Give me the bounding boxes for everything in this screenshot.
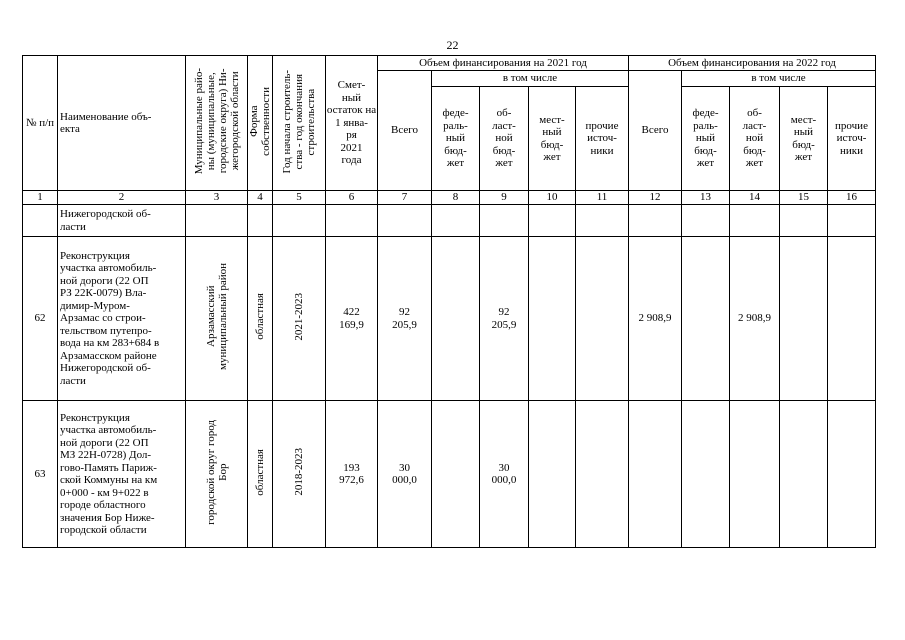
- row-local-2022: [780, 401, 828, 548]
- row-years: 2018-2023: [273, 401, 326, 548]
- col-number: 14: [730, 191, 780, 205]
- row-name: Реконструкция участка автомобиль- ной дороги (22 ОП РЗ 22К-0079) Вла- димир-Муром- Арзамас со строи- тельством путепро- вода на км 283+684 в Арзамасском районе Нижегородской об- ласти: [58, 237, 186, 401]
- row-municipality: Арзамасский муниципальный район: [186, 237, 248, 401]
- header-local-2022: мест- ный бюд- жет: [780, 87, 828, 191]
- col-number: 15: [780, 191, 828, 205]
- row-regional-2022: 2 908,9: [730, 237, 780, 401]
- col-number: 3: [186, 191, 248, 205]
- row-local-2021: [529, 401, 576, 548]
- header-num: № п/п: [23, 56, 58, 191]
- row-name: Реконструкция участка автомобиль- ной дороги (22 ОП МЗ 22Н-0728) Дол- гово-Память Париж- ской Коммуны на км 0+000 - км 9+022 в городе областного значения Бор Ниже- городской области: [58, 401, 186, 548]
- col-number: 1: [23, 191, 58, 205]
- header-other-2021: прочие источ- ники: [576, 87, 629, 191]
- column-number-row: [23, 191, 876, 205]
- financing-table: [22, 55, 876, 548]
- row-federal-2022: [682, 237, 730, 401]
- header-regional-2021: об- ласт- ной бюд- жет: [480, 87, 529, 191]
- header-fin-2022: Объем финансирования на 2022 год: [629, 56, 876, 71]
- header-other-2022: прочие источ- ники: [828, 87, 876, 191]
- col-number: 12: [629, 191, 682, 205]
- col-number: 7: [378, 191, 432, 205]
- header-total-2022: Всего: [629, 71, 682, 191]
- page-number: 22: [446, 38, 459, 52]
- header-municipality: Муниципальные райо- ны (муниципальные, городские округа) Ни- жегородской области: [186, 56, 248, 191]
- row-ownership: областная: [248, 401, 273, 548]
- header-remaining-cost: Смет- ный остаток на 1 янва- ря 2021 года: [326, 56, 378, 191]
- row-num: 63: [23, 401, 58, 548]
- col-number: 9: [480, 191, 529, 205]
- row-total-2022: 2 908,9: [629, 237, 682, 401]
- header-incl-2021: в том числе: [432, 71, 629, 87]
- row-local-2021: [529, 237, 576, 401]
- col-number: 2: [58, 191, 186, 205]
- row-total-2021: 30 000,0: [378, 401, 432, 548]
- row-regional-2021: 92 205,9: [480, 237, 529, 401]
- col-number: 8: [432, 191, 480, 205]
- header-federal-2021: феде- раль- ный бюд- жет: [432, 87, 480, 191]
- header-ownership: Форма собственности: [248, 56, 273, 191]
- continuation-text: Нижегородской об- ласти: [58, 205, 186, 237]
- row-regional-2022: [730, 401, 780, 548]
- col-number: 10: [529, 191, 576, 205]
- header-name: Наименование объ- екта: [58, 56, 186, 191]
- col-number: 4: [248, 191, 273, 205]
- row-other-2021: [576, 237, 629, 401]
- row-num: 62: [23, 237, 58, 401]
- row-ownership: областная: [248, 237, 273, 401]
- row-remaining-cost: 422 169,9: [326, 237, 378, 401]
- col-number: 11: [576, 191, 629, 205]
- row-other-2022: [828, 401, 876, 548]
- row-regional-2021: 30 000,0: [480, 401, 529, 548]
- row-federal-2021: [432, 237, 480, 401]
- col-number: 6: [326, 191, 378, 205]
- header-fin-2021: Объем финансирования на 2021 год: [378, 56, 629, 71]
- row-years: 2021-2023: [273, 237, 326, 401]
- table-row: [23, 401, 876, 548]
- row-local-2022: [780, 237, 828, 401]
- header-federal-2022: феде- раль- ный бюд- жет: [682, 87, 730, 191]
- row-other-2022: [828, 237, 876, 401]
- col-number: 16: [828, 191, 876, 205]
- row-other-2021: [576, 401, 629, 548]
- row-total-2022: [629, 401, 682, 548]
- header-years: Год начала строитель- ства - год окончания строительства: [273, 56, 326, 191]
- col-number: 13: [682, 191, 730, 205]
- header-total-2021: Всего: [378, 71, 432, 191]
- row-federal-2021: [432, 401, 480, 548]
- row-municipality: городской округ город Бор: [186, 401, 248, 548]
- col-number: 5: [273, 191, 326, 205]
- continuation-row: [23, 205, 876, 237]
- header-regional-2022: об- ласт- ной бюд- жет: [730, 87, 780, 191]
- row-federal-2022: [682, 401, 730, 548]
- header-incl-2022: в том числе: [682, 71, 876, 87]
- header-local-2021: мест- ный бюд- жет: [529, 87, 576, 191]
- row-total-2021: 92 205,9: [378, 237, 432, 401]
- row-remaining-cost: 193 972,6: [326, 401, 378, 548]
- table-row: [23, 237, 876, 401]
